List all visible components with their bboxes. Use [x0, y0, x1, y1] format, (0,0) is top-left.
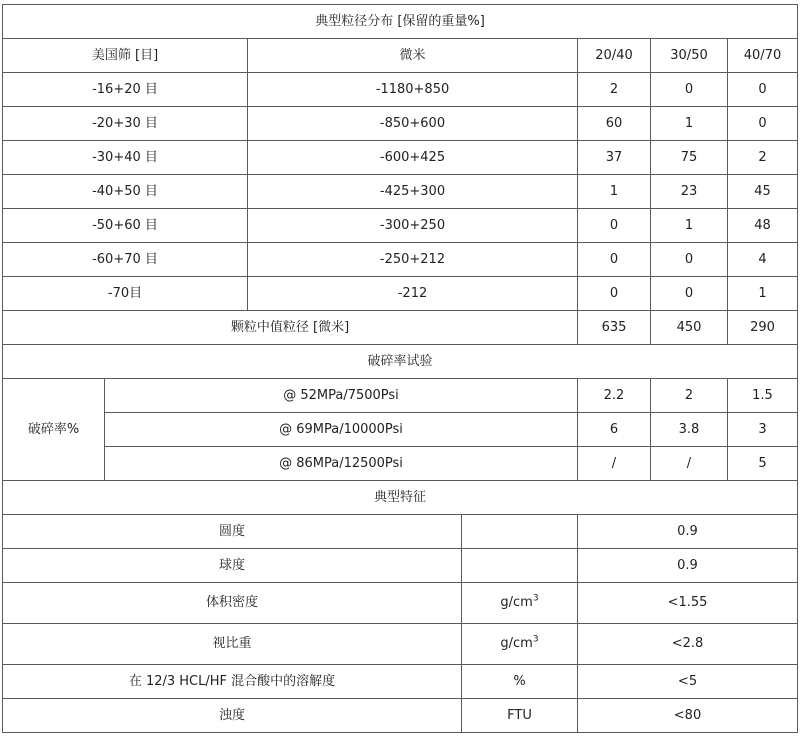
property-label: 在 12/3 HCL/HF 混合酸中的溶解度 — [3, 665, 462, 699]
value-cell: 3 — [728, 413, 798, 447]
header-mesh: 美国筛 [目] — [3, 39, 248, 73]
value-cell: 45 — [728, 175, 798, 209]
value-cell: 0 — [578, 277, 651, 311]
property-value: <5 — [578, 665, 798, 699]
property-row — [3, 665, 798, 699]
median-label: 颗粒中值粒径 [微米] — [3, 311, 578, 345]
value-cell: 37 — [578, 141, 651, 175]
value-cell: 0 — [651, 277, 728, 311]
mesh-cell: -70目 — [3, 277, 248, 311]
table-row — [3, 73, 798, 107]
unit-text: g/cm — [500, 595, 533, 611]
props-section-title: 典型特征 — [3, 481, 798, 515]
value-cell: 3.8 — [651, 413, 728, 447]
value-cell: 450 — [651, 311, 728, 345]
property-unit — [462, 515, 578, 549]
header-grade: 20/40 — [578, 39, 651, 73]
property-unit: % — [462, 665, 578, 699]
property-label: 体积密度 — [3, 583, 462, 624]
value-cell: 60 — [578, 107, 651, 141]
property-value: <1.55 — [578, 583, 798, 624]
unit-superscript: 3 — [532, 593, 539, 604]
value-cell: 2 — [728, 141, 798, 175]
table-title: 典型粒径分布 [保留的重量%] — [3, 5, 798, 39]
property-value: <2.8 — [578, 624, 798, 665]
value-cell: 6 — [578, 413, 651, 447]
value-cell: 23 — [651, 175, 728, 209]
value-cell: 75 — [651, 141, 728, 175]
micron-cell: -600+425 — [248, 141, 578, 175]
micron-cell: -850+600 — [248, 107, 578, 141]
mesh-cell: -20+30 目 — [3, 107, 248, 141]
property-label: 浊度 — [3, 699, 462, 733]
table-row — [3, 107, 798, 141]
value-cell: 1.5 — [728, 379, 798, 413]
property-row — [3, 583, 798, 624]
crush-row — [3, 447, 798, 481]
value-cell: / — [651, 447, 728, 481]
property-row — [3, 624, 798, 665]
property-row — [3, 515, 798, 549]
value-cell: 2 — [651, 379, 728, 413]
value-cell: 0 — [651, 73, 728, 107]
property-value: 0.9 — [578, 515, 798, 549]
mesh-cell: -50+60 目 — [3, 209, 248, 243]
micron-cell: -250+212 — [248, 243, 578, 277]
crush-row — [3, 379, 798, 413]
title-row — [3, 5, 798, 39]
value-cell: 290 — [728, 311, 798, 345]
median-row — [3, 311, 798, 345]
crush-condition: @ 52MPa/7500Psi — [105, 379, 578, 413]
value-cell: 0 — [651, 243, 728, 277]
table-row — [3, 209, 798, 243]
specification-table — [2, 4, 798, 733]
crush-label: 破碎率% — [3, 379, 105, 481]
value-cell: / — [578, 447, 651, 481]
value-cell: 1 — [578, 175, 651, 209]
table-row — [3, 175, 798, 209]
table-row — [3, 141, 798, 175]
micron-cell: -300+250 — [248, 209, 578, 243]
mesh-cell: -40+50 目 — [3, 175, 248, 209]
header-row — [3, 39, 798, 73]
property-value: <80 — [578, 699, 798, 733]
value-cell: 1 — [651, 209, 728, 243]
value-cell: 4 — [728, 243, 798, 277]
table-row — [3, 243, 798, 277]
table-row — [3, 277, 798, 311]
value-cell: 1 — [728, 277, 798, 311]
value-cell: 1 — [651, 107, 728, 141]
header-grade: 40/70 — [728, 39, 798, 73]
header-micron: 微米 — [248, 39, 578, 73]
value-cell: 0 — [578, 243, 651, 277]
unit-superscript: 3 — [532, 634, 539, 645]
property-row — [3, 549, 798, 583]
crush-section-title: 破碎率试验 — [3, 345, 798, 379]
property-row — [3, 699, 798, 733]
property-unit — [462, 624, 578, 665]
micron-cell: -425+300 — [248, 175, 578, 209]
property-label: 球度 — [3, 549, 462, 583]
property-label: 圆度 — [3, 515, 462, 549]
section-row — [3, 481, 798, 515]
property-unit — [462, 549, 578, 583]
unit-text: g/cm — [500, 636, 533, 652]
value-cell: 5 — [728, 447, 798, 481]
property-unit — [462, 583, 578, 624]
mesh-cell: -60+70 目 — [3, 243, 248, 277]
mesh-cell: -30+40 目 — [3, 141, 248, 175]
crush-condition: @ 86MPa/12500Psi — [105, 447, 578, 481]
value-cell: 2.2 — [578, 379, 651, 413]
crush-condition: @ 69MPa/10000Psi — [105, 413, 578, 447]
section-row — [3, 345, 798, 379]
value-cell: 0 — [578, 209, 651, 243]
micron-cell: -212 — [248, 277, 578, 311]
value-cell: 0 — [728, 73, 798, 107]
property-label: 视比重 — [3, 624, 462, 665]
value-cell: 48 — [728, 209, 798, 243]
micron-cell: -1180+850 — [248, 73, 578, 107]
crush-row — [3, 413, 798, 447]
property-value: 0.9 — [578, 549, 798, 583]
header-grade: 30/50 — [651, 39, 728, 73]
property-unit: FTU — [462, 699, 578, 733]
value-cell: 0 — [728, 107, 798, 141]
value-cell: 2 — [578, 73, 651, 107]
mesh-cell: -16+20 目 — [3, 73, 248, 107]
value-cell: 635 — [578, 311, 651, 345]
